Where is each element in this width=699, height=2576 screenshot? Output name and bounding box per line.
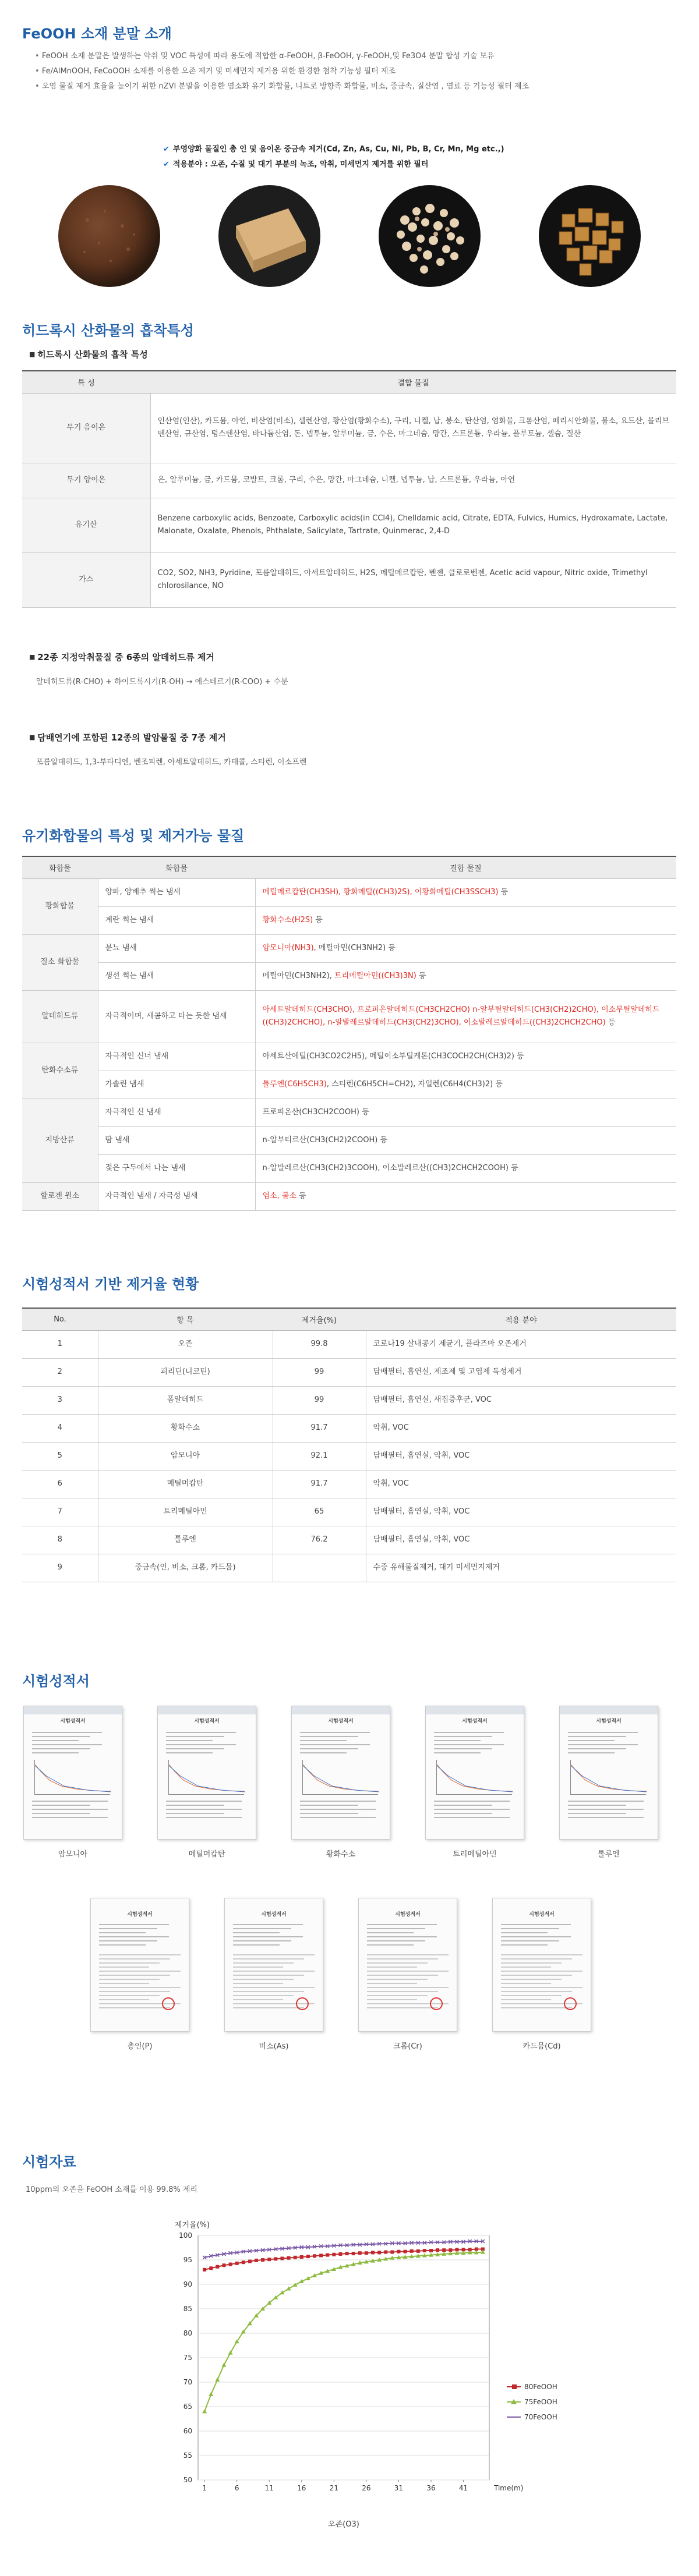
- data-point: [371, 2251, 375, 2254]
- report-heading: 시험성적서: [127, 1912, 153, 1918]
- legend-marker: [512, 2384, 517, 2389]
- substance-text: 등: [313, 916, 323, 924]
- data-point: [338, 2252, 342, 2256]
- test-report-card[interactable]: [559, 1706, 658, 1859]
- row-number: 6: [22, 1470, 98, 1498]
- data-point: [332, 2253, 336, 2256]
- table-header: 화합물: [22, 856, 98, 878]
- x-tick-label: 11: [264, 2484, 274, 2492]
- y-axis-label: 제거율(%): [174, 2221, 210, 2230]
- removal-rate: 99: [273, 1358, 366, 1386]
- y-tick-label: 55: [183, 2451, 192, 2460]
- smoke-text: 포름알데히드, 1,3-부타디엔, 벤조피렌, 아세트알데히드, 카테콜, 스티렌, 이소프렌: [36, 758, 307, 767]
- table-row: [22, 1414, 676, 1442]
- substance-text: 아세트산에틸(CH3CO2C2H5), 메틸이소부틸케톤(CH3COCH2CH(CH3)2) 등: [262, 1052, 524, 1061]
- table-row: [22, 1071, 676, 1099]
- data-point: [319, 2253, 323, 2257]
- compound-group: 할로겐 원소: [22, 1182, 98, 1210]
- data-point: [209, 2266, 213, 2270]
- row-value: 인산염(인산), 카드뮴, 아연, 비산염(비소), 셀렌산염, 황산염(황화수소), 구리, 니켈, 납, 붕소, 탄산염, 염화물, 크롬산염, 페리시안화물, 불소, 요드산, 몰리브덴산염, 규산염, 텅스텐산염, 바나듐산염, 돈, 넵투늄, 알루미늄, 금, 수은, 마그네슘, 망간, 스트론튬, 우라늄, 플루토늄, 셀슘, 질산: [150, 393, 676, 463]
- bound-substances: [255, 934, 676, 962]
- x-tick-label: 21: [329, 2484, 338, 2492]
- table-row: [22, 552, 676, 607]
- substance-text: 메틸아민(CH3NH2),: [262, 972, 335, 980]
- x-tick-label: 6: [234, 2484, 239, 2492]
- row-key: 무기 양이온: [22, 463, 150, 498]
- report-document-thumbnail[interactable]: [157, 1706, 256, 1840]
- row-value: 은, 알루미늄, 금, 카드뮴, 코발트, 크롬, 구리, 수은, 망간, 마그네슘, 니켈, 넵투늄, 납, 스트론튬, 우라늄, 아연: [150, 463, 676, 498]
- legend-label: 80FeOOH: [524, 2383, 557, 2391]
- report-heading: 시험성적서: [462, 1718, 488, 1724]
- row-number: 3: [22, 1386, 98, 1414]
- table-header: 제거율(%): [273, 1308, 366, 1330]
- x-axis-label: Time(m): [494, 2484, 524, 2492]
- odor-description: 가솔린 냄새: [98, 1071, 255, 1099]
- table-row: [22, 1386, 676, 1414]
- item-name: 메틸머캅탄: [98, 1470, 273, 1498]
- report-document-thumbnail[interactable]: [358, 1898, 457, 2032]
- report-document-thumbnail[interactable]: [425, 1706, 524, 1840]
- compound-group: 탄화수소류: [22, 1043, 98, 1099]
- data-point: [352, 2252, 355, 2255]
- table-row: [22, 1498, 676, 1526]
- table-row: [22, 906, 676, 934]
- data-point: [410, 2249, 414, 2253]
- check-item: [163, 142, 559, 157]
- data-point: [384, 2251, 387, 2254]
- odor-description: 양파, 양배추 썩는 냄새: [98, 878, 255, 906]
- removal-rate: 91.7: [273, 1470, 366, 1498]
- reports-title: 시험성적서: [22, 1673, 90, 1689]
- bound-substances: [255, 962, 676, 990]
- odor-description: 생선 썩는 냄새: [98, 962, 255, 990]
- bound-substances: [255, 1154, 676, 1182]
- application-field: 담배필터, 흡연실, 악취, VOC: [366, 1498, 676, 1526]
- data-point: [229, 2263, 232, 2266]
- data-point: [287, 2256, 291, 2260]
- bound-substances: [255, 878, 676, 906]
- test-report-card[interactable]: [157, 1706, 256, 1859]
- table-row: [22, 1358, 676, 1386]
- y-tick-label: 80: [183, 2329, 192, 2337]
- row-number: 9: [22, 1554, 98, 1582]
- tan-block-photo: [218, 185, 320, 287]
- y-tick-label: 90: [183, 2280, 192, 2288]
- odor-description: 자극적인 신너 냄새: [98, 1043, 255, 1071]
- odor-description: 젖은 구두에서 나는 냄새: [98, 1154, 255, 1182]
- brown-powder-photo: [58, 185, 160, 287]
- table-row: [22, 1182, 676, 1210]
- substance-text: 프로피온산(CH3CH2COOH) 등: [262, 1108, 369, 1117]
- data-point: [436, 2248, 439, 2252]
- substance-text: 톨루엔(C6H5CH3): [262, 1080, 327, 1089]
- odor-description: 계란 썩는 냄새: [98, 906, 255, 934]
- removal-rate: 99: [273, 1386, 366, 1414]
- test-report-card[interactable]: [358, 1898, 457, 2051]
- x-tick-label: 16: [297, 2484, 306, 2492]
- x-tick-label: 36: [426, 2484, 436, 2492]
- data-point: [404, 2250, 407, 2253]
- removal-rate: [273, 1554, 366, 1582]
- bound-substances: [255, 990, 676, 1043]
- row-value: Benzene carboxylic acids, Benzoate, Carboxylic acids(in CCl4), Chelldamic acid, Citrate, EDTA, Fulvics, Humics, Hydroxamate, Lactate, Malonate, Oxalate, Phenols, Phthalate, Salicylate, Tartrate, Quinmerac, 2,4-D: [150, 498, 676, 552]
- item-name: 중금속(인, 비소, 크롬, 카드뮴): [98, 1554, 273, 1582]
- data-point: [358, 2251, 362, 2255]
- y-tick-label: 75: [183, 2354, 192, 2362]
- report-heading: 시험성적서: [261, 1912, 287, 1918]
- table-row: [22, 1099, 676, 1126]
- bound-substances: [255, 1099, 676, 1126]
- removal-rate: 91.7: [273, 1414, 366, 1442]
- substance-text: 등: [605, 1018, 616, 1027]
- report-caption: 크롬(Cr): [393, 2042, 422, 2051]
- item-name: 트리메틸아민: [98, 1498, 273, 1526]
- table-row: [22, 1470, 676, 1498]
- report-caption: 암모니아: [58, 1850, 88, 1859]
- y-tick-label: 50: [183, 2476, 192, 2484]
- report-document-thumbnail[interactable]: [23, 1706, 122, 1840]
- intro-bullets: [35, 49, 529, 94]
- intro-title: FeOOH 소재 분말 소개: [22, 26, 172, 42]
- compound-group: 지방산류: [22, 1099, 98, 1182]
- data-point: [274, 2257, 277, 2260]
- bound-substances: [255, 1071, 676, 1099]
- test-report-card[interactable]: [23, 1706, 122, 1859]
- report-document-thumbnail[interactable]: [559, 1706, 658, 1840]
- table-row: [22, 1442, 676, 1470]
- substance-text: 황화수소(H2S): [262, 916, 313, 924]
- application-field: 악취, VOC: [366, 1470, 676, 1498]
- report-heading: 시험성적서: [194, 1718, 220, 1724]
- table-row: [22, 1043, 676, 1071]
- substance-text: 메틸메르캅탄(CH3SH), 황화메틸((CH3)2S), 이황화메틸(CH3SSCH3): [262, 888, 499, 897]
- test-report-card[interactable]: [425, 1706, 524, 1859]
- bound-substances: [255, 1126, 676, 1154]
- application-field: 코로나19 살내공기 제균기, 플라즈마 오존제거: [366, 1330, 676, 1358]
- table-row: [22, 1154, 676, 1182]
- y-tick-label: 95: [183, 2256, 192, 2264]
- data-caption: 10ppm의 오존을 FeOOH 소재를 이용 99.8% 제리: [26, 2185, 197, 2194]
- application-field: 담배필터, 흡연실, 악취, VOC: [366, 1526, 676, 1554]
- table-row: [22, 878, 676, 906]
- application-field: 담배필터, 흡연실, 제조제 및 고엽제 독성제거: [366, 1358, 676, 1386]
- application-field: 악취, VOC: [366, 1414, 676, 1442]
- malodor-text: 알데히드류(R-CHO) + 하이드록시기(R-OH) → 에스테르기(R-COO) + 수분: [36, 678, 288, 686]
- report-heading: 시험성적서: [529, 1912, 555, 1918]
- row-key: 무기 음이온: [22, 393, 150, 463]
- data-point: [416, 2249, 420, 2253]
- intro-bullet: • 오염 물질 제거 효율을 높이기 위한 nZVI 분말을 이용한 염소화 유기 화합물, 니트로 방향족 화합물, 비소, 중금속, 질산염 , 염료 등 기능성 필터 제조: [35, 79, 529, 94]
- substance-text: 등: [498, 888, 509, 897]
- table-row: [22, 1554, 676, 1582]
- bound-substances: [255, 1182, 676, 1210]
- item-name: 톨루엔: [98, 1526, 273, 1554]
- row-number: 2: [22, 1358, 98, 1386]
- table-header: 화합물: [98, 856, 255, 878]
- material-photos: [58, 185, 641, 287]
- row-number: 7: [22, 1498, 98, 1526]
- data-point: [397, 2250, 400, 2253]
- intro-checks: [163, 142, 559, 172]
- test-report-card[interactable]: [291, 1706, 390, 1859]
- removal-rate: 99.8: [273, 1330, 366, 1358]
- report-document-thumbnail[interactable]: [492, 1898, 591, 2032]
- item-name: 오존: [98, 1330, 273, 1358]
- organic-table: [22, 856, 676, 1211]
- data-point: [235, 2262, 239, 2265]
- removal-chart: [140, 2206, 606, 2532]
- report-caption: 메틸머캅탄: [188, 1850, 225, 1859]
- odor-description: 자극적이며, 새콤하고 타는 듯한 냄새: [98, 990, 255, 1043]
- data-point: [216, 2265, 219, 2269]
- substance-text: 염소, 불소: [262, 1192, 296, 1200]
- data-title: 시험자료: [22, 2154, 76, 2170]
- table-row: [22, 1330, 676, 1358]
- malodor-title: ■ 22종 지정악취물질 중 6종의 알데히드류 제거: [29, 651, 214, 663]
- smoke-title: ■ 담배연기에 포함된 12종의 발암물질 중 7종 제거: [29, 731, 226, 743]
- y-tick-label: 100: [179, 2231, 192, 2240]
- y-tick-label: 65: [183, 2403, 192, 2411]
- data-point: [242, 2260, 245, 2264]
- report-document-thumbnail[interactable]: [90, 1898, 189, 2032]
- table-header: 항 목: [98, 1308, 273, 1330]
- report-heading: 시험성적서: [60, 1718, 86, 1724]
- data-point: [326, 2253, 329, 2257]
- item-name: 황화수소: [98, 1414, 273, 1442]
- report-heading: 시험성적서: [328, 1718, 354, 1724]
- data-point: [280, 2256, 284, 2260]
- data-point: [300, 2255, 303, 2259]
- legend-label: 70FeOOH: [524, 2413, 557, 2421]
- adsorption-table: [22, 370, 676, 608]
- table-header: 특 성: [22, 371, 150, 393]
- x-tick-label: 31: [394, 2484, 404, 2492]
- data-point: [267, 2258, 271, 2261]
- data-point: [345, 2252, 349, 2255]
- reports-gallery: [0, 1706, 699, 2090]
- adsorption-subtitle: ■ 히드록시 산화물의 흡착 특성: [29, 348, 148, 360]
- data-point: [365, 2251, 368, 2255]
- granules-photo: [379, 185, 481, 287]
- substance-text: n-알발레르산(CH3(CH2)3COOH), 이소발레르산((CH3)2CHCH2COOH) 등: [262, 1164, 518, 1172]
- report-heading: 시험성적서: [395, 1912, 421, 1918]
- table-row: [22, 990, 676, 1043]
- report-caption: 비소(As): [259, 2042, 289, 2051]
- odor-description: 땀 냄새: [98, 1126, 255, 1154]
- removal-rate: 76.2: [273, 1526, 366, 1554]
- row-number: 1: [22, 1330, 98, 1358]
- check-icon: ✔: [163, 160, 170, 169]
- table-row: [22, 1526, 676, 1554]
- data-point: [377, 2251, 381, 2254]
- report-document-thumbnail[interactable]: [224, 1898, 323, 2032]
- removal-rate: 65: [273, 1498, 366, 1526]
- removal-rate: 92.1: [273, 1442, 366, 1470]
- table-header: 결합 물질: [150, 371, 676, 393]
- test-report-card[interactable]: [224, 1898, 323, 2051]
- chart-bottom-label: 오존(O3): [328, 2520, 359, 2529]
- data-point: [203, 2268, 206, 2272]
- substance-text: , 메틸아민(CH3NH2) 등: [313, 944, 396, 952]
- y-tick-label: 60: [183, 2427, 192, 2435]
- substance-text: 아세트알데히드(CH3CHO), 프로피온알데히드(CH3CH2CHO) n-알부틸알데히드(CH3(CH2)2CHO), 이소부틸알데히드((CH3)2CHCHO), n-알발레르알데히드(CH3(CH2)3CHO), 이소발레르알데히드((CH3)2CHCH2CHO): [262, 1005, 660, 1027]
- row-number: 4: [22, 1414, 98, 1442]
- report-heading: 시험성적서: [596, 1718, 622, 1724]
- table-row: [22, 934, 676, 962]
- data-point: [429, 2249, 433, 2252]
- x-tick-label: 26: [362, 2484, 371, 2492]
- removal-title: 시험성적서 기반 제거율 현황: [22, 1276, 199, 1292]
- report-caption: 카드뮴(Cd): [523, 2042, 561, 2051]
- table-row: [22, 498, 676, 552]
- data-point: [255, 2259, 258, 2262]
- report-caption: 톨루엔: [598, 1850, 620, 1859]
- application-field: 수중 유해물질제거, 대기 미세먼지제거: [366, 1554, 676, 1582]
- table-row: [22, 962, 676, 990]
- table-header: 결합 물질: [255, 856, 676, 878]
- bound-substances: [255, 1043, 676, 1071]
- data-point: [222, 2263, 225, 2267]
- data-point: [423, 2249, 426, 2252]
- row-value: CO2, SO2, NH3, Pyridine, 포름알데히드, 아세트알데히드, H2S, 메틸메르캅탄, 벤젠, 클로로벤젠, Acetic acid vapour, Nitric oxide, Trimethyl chlorosilance, NO: [150, 552, 676, 607]
- removal-table: [22, 1308, 676, 1582]
- substance-text: 트리메틸아민((CH3)3N): [334, 972, 416, 980]
- row-number: 5: [22, 1442, 98, 1470]
- report-caption: 트리메틸아민: [453, 1850, 497, 1859]
- check-text: 적용분야 : 오존, 수질 및 대기 부분의 녹조, 악취, 미세먼지 제거를 위한 필터: [172, 160, 429, 169]
- data-point: [390, 2251, 394, 2254]
- data-point: [306, 2255, 310, 2258]
- bound-substances: [255, 906, 676, 934]
- table-row: [22, 463, 676, 498]
- item-name: 폼알데히드: [98, 1386, 273, 1414]
- intro-bullet: • Fe/AlMnOOH, FeCoOOH 소재를 이용한 오존 제거 및 미세먼지 제거용 위한 환경한 첨착 기능성 필터 제조: [35, 64, 529, 79]
- table-header: No.: [22, 1308, 98, 1330]
- odor-description: 자극적인 냄새 / 자극성 냄새: [98, 1182, 255, 1210]
- compound-group: 알데히드류: [22, 990, 98, 1043]
- odor-description: 분뇨 냄새: [98, 934, 255, 962]
- compound-group: 질소 화합물: [22, 934, 98, 990]
- substance-text: 등: [416, 972, 426, 980]
- table-row: [22, 1126, 676, 1154]
- item-name: 피리딘(니코틴): [98, 1358, 273, 1386]
- x-tick-label: 1: [202, 2484, 207, 2492]
- substance-text: 암모니아(NH3): [262, 944, 314, 952]
- report-caption: 총인(P): [127, 2042, 153, 2051]
- check-icon: ✔: [163, 145, 170, 154]
- substance-text: n-알부티르산(CH3(CH2)2COOH) 등: [262, 1136, 388, 1145]
- row-number: 8: [22, 1526, 98, 1554]
- data-point: [294, 2256, 297, 2259]
- legend-label: 75FeOOH: [524, 2398, 557, 2406]
- item-name: 암모니아: [98, 1442, 273, 1470]
- report-caption: 황화수소: [326, 1850, 356, 1859]
- report-document-thumbnail[interactable]: [291, 1706, 390, 1840]
- row-key: 유기산: [22, 498, 150, 552]
- data-point: [442, 2248, 446, 2252]
- test-report-card[interactable]: [492, 1898, 591, 2051]
- check-text: 부영양화 물질인 총 인 및 음이온 중금속 제거(Cd, Zn, As, Cu, Ni, Pb, B, Cr, Mn, Mg etc.,): [172, 145, 504, 154]
- odor-description: 자극적인 신 냄새: [98, 1099, 255, 1126]
- data-point: [261, 2258, 264, 2262]
- table-row: [22, 393, 676, 463]
- adsorption-title: 히드록시 산화물의 흡착특성: [22, 323, 194, 339]
- substance-text: 등: [296, 1192, 306, 1200]
- y-tick-label: 70: [183, 2378, 192, 2386]
- application-field: 담배필터, 흡연실, 악취, VOC: [366, 1442, 676, 1470]
- table-header: 적용 분야: [366, 1308, 676, 1330]
- check-item: [163, 157, 559, 172]
- application-field: 담배필터, 흡연실, 새집증후군, VOC: [366, 1386, 676, 1414]
- test-report-card[interactable]: [90, 1898, 189, 2051]
- x-tick-label: 41: [458, 2484, 468, 2492]
- row-key: 가스: [22, 552, 150, 607]
- data-point: [313, 2254, 316, 2258]
- cubes-photo: [539, 185, 641, 287]
- organic-title: 유기화합물의 특성 및 제거가능 물질: [22, 828, 245, 844]
- data-point: [248, 2260, 252, 2263]
- intro-bullet: • FeOOH 소재 분말은 발생하는 악취 및 VOC 특성에 따라 용도에 적합한 α-FeOOH, β-FeOOH, γ-FeOOH,및 Fe3O4 분말 합성 기술 보유: [35, 49, 529, 64]
- compound-group: 황화합물: [22, 878, 98, 934]
- y-tick-label: 85: [183, 2305, 192, 2313]
- substance-text: , 스티렌(C6H5CH=CH2), 자일렌(C6H4(CH3)2) 등: [326, 1080, 503, 1089]
